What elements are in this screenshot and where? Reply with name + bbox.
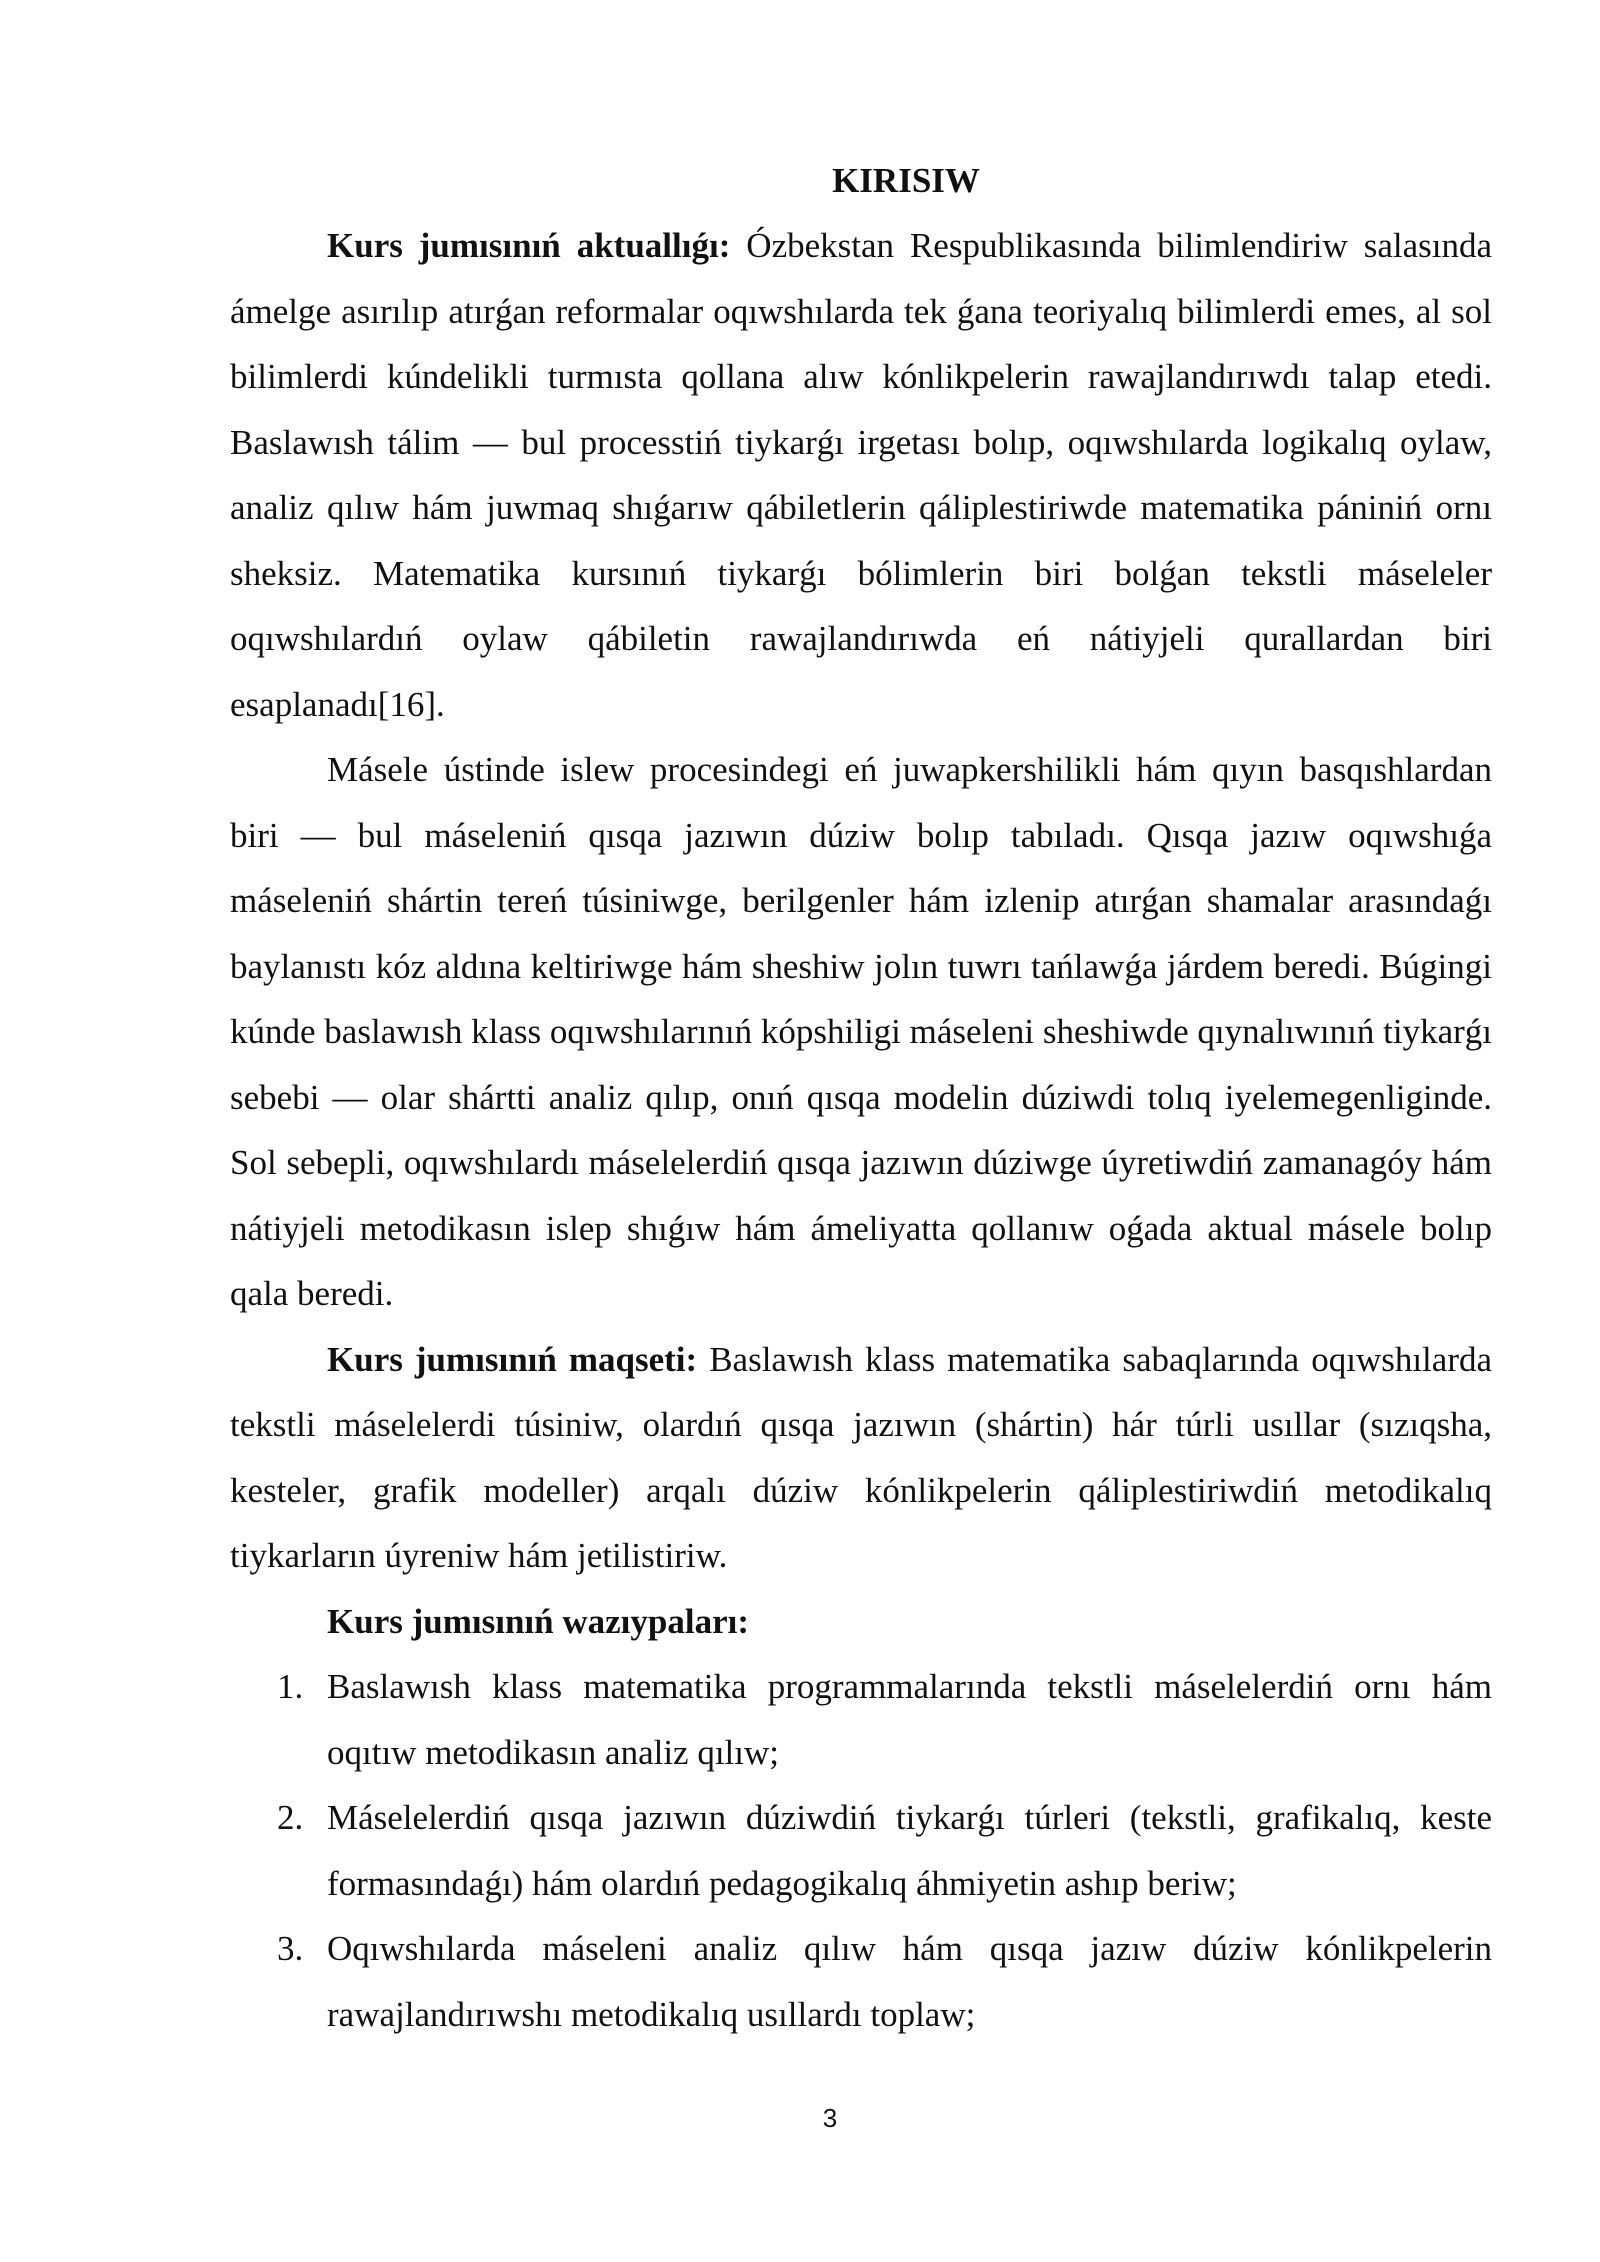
list-item — [230, 1916, 1492, 2047]
goal-text: Baslawısh klass matematika sabaqlarında oqıwshılarda tekstli máselelerdi túsiniw, olardıń qısqa jazıwın (shártin) hár túrli usıllar (sızıqsha, kesteler, grafik modeller) arqalı dúziw kónlikpelerin qáliplestiriwdiń metodikalıq tiykarların úyreniw hám jetilistiriw. — [230, 1339, 1493, 1575]
page-content — [230, 148, 1492, 2047]
list-item-number: 1. — [277, 1667, 304, 1706]
tasks-heading: Kurs jumısınıń wazıypaları: — [327, 1601, 749, 1641]
list-item-text: Baslawısh klass matematika programmalarında tekstli máselelerdiń ornı hám oqıtıw metodikasın analiz qılıw; — [327, 1667, 1492, 1772]
page-title: KIRISIW — [832, 161, 980, 200]
list-item-text: Oqıwshılarda máseleni analiz qılıw hám qısqa jazıw dúziw kónlikpelerin rawajlandırıwshı metodikalıq usıllardı toplaw; — [327, 1929, 1492, 2034]
relevance-label: Kurs jumısınıń aktuallıǵı: — [327, 226, 731, 265]
paragraph-goal — [230, 1327, 1492, 1589]
tasks-list — [230, 1654, 1492, 2047]
problem-statement-text: Másele ústinde islew procesindegi eń juwapkershilikli hám qıyın basqıshlardan biri — bul máseleniń qısqa jazıwın dúziw bolıp tabıladı. Qısqa jazıw oqıwshıǵa máseleniń shártin tereń túsiniwge, berilgenler hám izlenip atırǵan shamalar arasındaǵı baylanıstı kóz aldına keltiriwge hám sheshiw jolın tuwrı tańlawǵa járdem beredi. Búgingi kúnde baslawısh klass oqıwshılarınıń kópshiligi máseleni sheshiwde qıynalıwınıń tiykarǵı sebebi — olar shártti analiz qılıp, onıń qısqa modelin dúziwdi tolıq iyelemegenliginde. Sol sebepli, oqıwshılardı máselelerdiń qısqa jazıwın dúziwge úyretiwdiń zamanagóy hám nátiyjeli metodikasın islep shıǵıw hám ámeliyatta qollanıw oǵada aktual másele bolıp qala beredi. — [230, 750, 1492, 1313]
goal-label: Kurs jumısınıń maqseti: — [327, 1339, 698, 1379]
paragraph-problem-statement — [230, 737, 1492, 1327]
paragraph-relevance — [230, 213, 1492, 737]
list-item-number: 2. — [277, 1798, 304, 1837]
relevance-text: Ózbekstan Respublikasında bilimlendiriw salasında ámelge asırılıp atırǵan reformalar oqıwshılarda tek ǵana teoriyalıq bilimlerdi emes, al sol bilimlerdi kúndelikli turmısta qollana alıw kónlikpelerin rawajlandırıwdı talap etedi. Baslawısh tálim — bul processtiń tiykarǵı irgetası bolıp, oqıwshılarda logikalıq oylaw, analiz qılıw hám juwmaq shıǵarıw qábiletlerin qáliplestiriwde matematika pániniń ornı sheksiz. Matematika kursınıń tiykarǵı bólimlerin biri bolǵan tekstli máseleler oqıwshılardıń oylaw qábiletin rawajlandırıwda eń nátiyjeli qurallardan biri esaplanadı[16]. — [230, 226, 1493, 724]
list-item-text: Máselelerdiń qısqa jazıwın dúziwdiń tiykarǵı túrleri (tekstli, grafikalıq, keste formasındaǵı) hám olardıń pedagogikalıq áhmiyetin ashıp beriw; — [327, 1798, 1492, 1903]
page-number: 3 — [822, 2103, 838, 2133]
list-item-number: 3. — [277, 1929, 304, 1968]
list-item — [230, 1785, 1492, 1916]
list-item — [230, 1654, 1492, 1785]
